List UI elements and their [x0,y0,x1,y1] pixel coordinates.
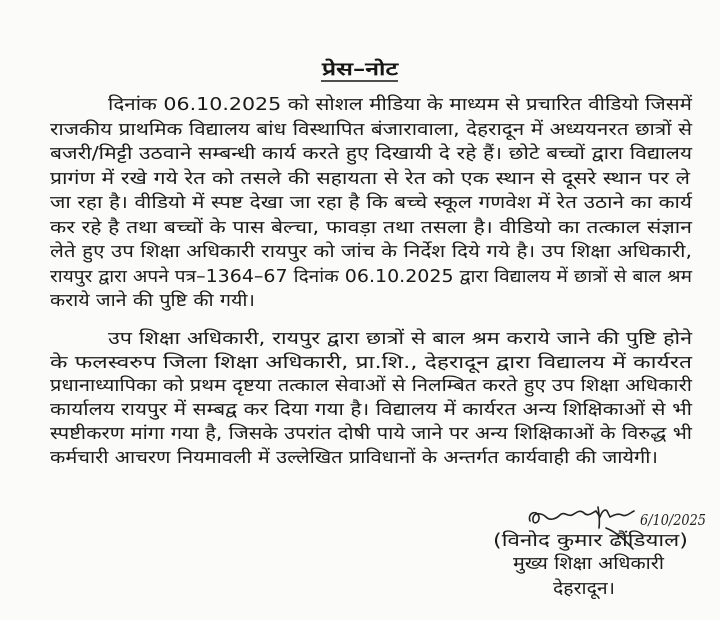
paragraph-1 [50,94,693,311]
paragraph-1-line-7: लेते हुए उप शिक्षा अधिकारी रायपुर को जांच के निर्देश दिये गये है। उप शिक्षा अधिकारी, [50,242,597,262]
paragraph-1-line-4: प्रागंण में रखे गये रेत को तसले की सहायता से रेत को एक स्थान से दूसरे स्थान पर ले [50,169,580,189]
paragraph-1-line-9: कराये जाने की पुष्टि की गयी। [50,291,233,311]
paragraph-1-line-2: राजकीय प्राथमिक विद्यालय बांध विस्थापित बंजारावाला, देहरादून में अध्ययनरत छात्रों से [50,120,596,140]
paragraph-1-line-8: रायपुर द्वारा अपने पत्र–1364–67 दिनांक 06.10.2025 द्वारा विद्यालय में छात्रों से बाल श्रम [50,267,642,287]
signature-stroke [598,507,599,528]
paragraph-2-line-4: कार्यालय रायपुर में सम्बद्व कर दिया गया है। विद्यालय में कार्यरत अन्य शिक्षिकाओं से भी [50,400,594,420]
paragraph-2-line-3: प्रधानाध्यापिका को प्रथम दृष्टया तत्काल सेवाओं से निलम्बित करते हुए उप शिक्षा अधिकारी [50,376,612,396]
document-title: प्रेस–नोट [322,59,378,80]
signatory-name: (विनोद कुमार ढौंडियाल) [493,531,647,551]
paragraph-1-line-3: बजरी/मिट्टी उठवाने सम्बन्धी कार्य करते हुए दिखायी दे रहे हैं। छोटे बच्चों द्वारा विद्यालय [50,144,586,164]
paragraph-2-line-1: उप शिक्षा अधिकारी, रायपुर द्वारा छात्रों से बाल श्रम कराये जाने की पुष्टि होने [108,329,584,349]
paragraph-2-line-5: स्पष्टीकरण मांगा गया है, जिसके उपरांत दोषी पाये जाने पर अन्य शिक्षिकाओं के विरुद्ध भी [50,424,610,444]
paragraph-1-line-5: जा रहा है। वीडियो में स्पष्ट देखा जा रहा है कि बच्चे स्कूल गणवेश में रेत उठाने का कार्य [50,193,591,213]
paragraph-1-line-6: कर रहे है तथा बच्चों के पास बेल्चा, फावड़ा तथा तसला है। वीडियो का तत्काल संज्ञान [50,218,582,238]
paragraph-1-line-1: दिनांक 06.10.2025 को सोशल मीडिया के माध्यम से प्रचारित वीडियो जिसमें [108,95,605,115]
paragraph-2-line-6: कर्मचारी आचरण नियमावली में उल्लेखित प्राविधानों के अन्तर्गत कार्यवाही की जायेगी। [50,448,583,468]
signatory-location: देहरादून। [553,579,609,599]
signatory-designation: मुख्य शिक्षा अधिकारी [513,554,647,574]
paragraph-2 [50,328,693,468]
signature-scribble [529,510,634,523]
paragraph-2-line-2: के फलस्वरुप जिला शिक्षा अधिकारी, प्रा.शि., देहरादून द्वारा विद्यालय में कार्यरत [50,353,544,373]
signature-block [493,507,706,600]
signature-date: 6/10/2025 [640,511,706,529]
